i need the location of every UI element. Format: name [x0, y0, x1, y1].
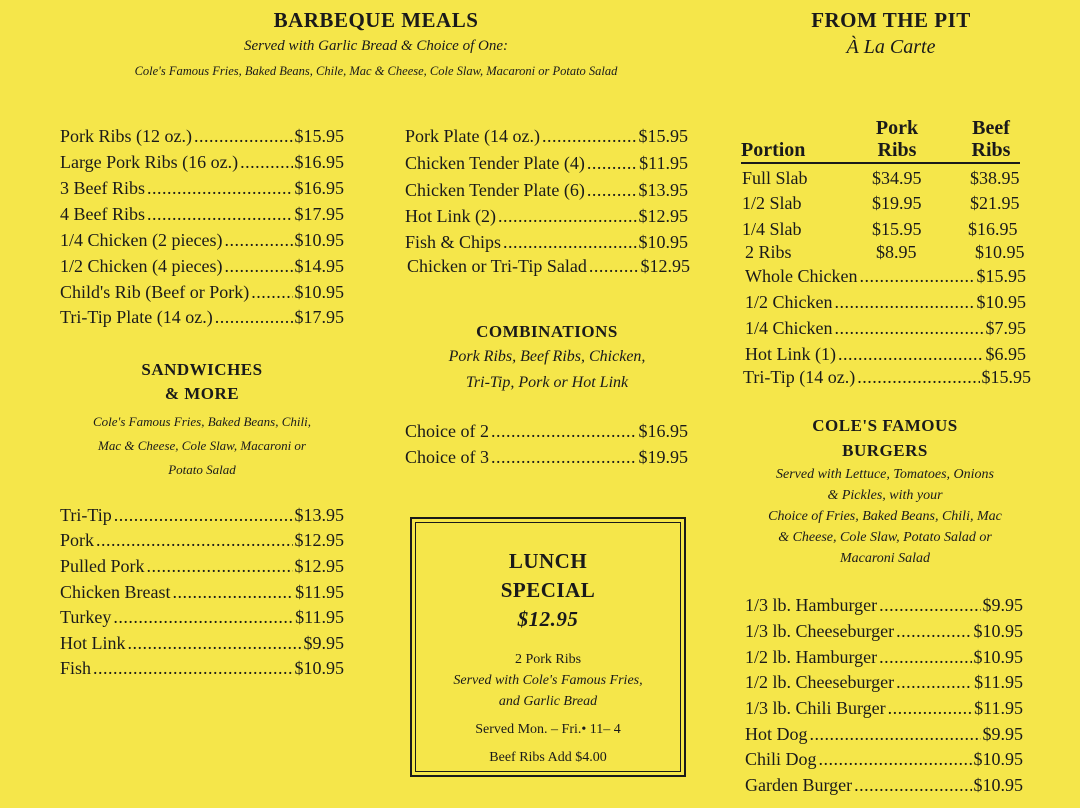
item-price: $7.95: [985, 318, 1026, 338]
item-name: Chicken Tender Plate (6): [405, 180, 585, 200]
item-price: $10.95: [294, 282, 344, 302]
item-name: 1/4 Chicken (2 pieces): [60, 230, 223, 250]
menu-item: [60, 230, 344, 251]
item-price: $10.95: [976, 292, 1026, 312]
item-price: $17.95: [294, 204, 344, 224]
ribs-pork-price: $19.95: [872, 193, 922, 213]
lunch-special-title: LUNCH: [508, 549, 588, 573]
ribs-portion: 2 Ribs: [745, 242, 792, 262]
menu-item: [405, 421, 688, 442]
menu-item: [60, 307, 344, 328]
item-price: $10.95: [638, 232, 688, 252]
item-price: $15.95: [976, 266, 1026, 286]
item-name: Turkey: [60, 607, 112, 627]
item-name: Chicken Tender Plate (4): [405, 153, 585, 173]
item-name: 1/2 Chicken (4 pieces): [60, 256, 223, 276]
ribs-header-beef: Beef: [972, 117, 1010, 139]
menu-item: [745, 292, 1026, 313]
menu-item: [743, 367, 1031, 388]
item-price: $19.95: [638, 447, 688, 467]
menu-item: [60, 505, 344, 526]
item-price: $16.95: [638, 421, 688, 441]
menu-item: [405, 126, 688, 147]
item-price: $11.95: [974, 698, 1023, 718]
menu-item: [745, 672, 1023, 693]
ribs-pork-price: $8.95: [876, 242, 917, 262]
item-price: $16.95: [294, 152, 344, 172]
lunch-special-desc-2: and Garlic Bread: [498, 694, 598, 709]
menu-item: [405, 180, 688, 201]
sandwiches-sides-2: Mac & Cheese, Cole Slaw, Macaroni or: [98, 438, 306, 453]
item-name: 1/3 lb. Hamburger: [745, 595, 878, 615]
item-name: Pork: [60, 530, 95, 550]
burgers-sides-2: & Pickles, with your: [827, 488, 943, 503]
burgers-sides-1: Served with Lettuce, Tomatoes, Onions: [775, 467, 995, 482]
menu-item: [60, 556, 344, 577]
item-name: 1/3 lb. Cheeseburger: [745, 621, 895, 641]
menu-item: [60, 126, 344, 147]
item-price: $11.95: [639, 153, 688, 173]
item-price: $12.95: [638, 206, 688, 226]
ribs-pork-price: $34.95: [872, 168, 922, 188]
combinations-sub-1: Pork Ribs, Beef Ribs, Chicken,: [448, 348, 646, 365]
item-name: Pork Plate (14 oz.): [405, 126, 540, 146]
item-price: $6.95: [985, 344, 1026, 364]
lunch-special-price: $12.95: [517, 607, 579, 631]
ribs-header-underline: [741, 162, 1020, 164]
lunch-special-title-2: SPECIAL: [500, 578, 596, 602]
item-price: $10.95: [294, 658, 344, 678]
burgers-title-2: BURGERS: [842, 441, 928, 460]
item-name: Pulled Pork: [60, 556, 145, 576]
menu-item: [405, 153, 688, 174]
ribs-portion: 1/2 Slab: [742, 193, 802, 213]
menu-item: [405, 447, 688, 468]
item-name: Tri-Tip: [60, 505, 112, 525]
item-price: $9.95: [982, 724, 1023, 744]
menu-item: [745, 647, 1023, 668]
item-price: $14.95: [294, 256, 344, 276]
pit-subtitle: À La Carte: [846, 36, 936, 58]
menu-item: [405, 206, 688, 227]
menu-item: [60, 582, 344, 603]
item-name: 1/2 lb. Hamburger: [745, 647, 878, 667]
item-name: Fish & Chips: [405, 232, 502, 252]
lunch-special-addon: Beef Ribs Add $4.00: [489, 750, 607, 765]
menu-item: [745, 749, 1023, 770]
item-name: 1/2 lb. Cheeseburger: [745, 672, 895, 692]
menu-item: [745, 595, 1023, 616]
item-name: Large Pork Ribs (16 oz.): [60, 152, 239, 172]
item-price: $10.95: [973, 749, 1023, 769]
item-name: Whole Chicken: [745, 266, 858, 286]
menu-item: [745, 775, 1023, 796]
menu-item: [745, 266, 1026, 287]
burgers-sides-5: Macaroni Salad: [839, 551, 931, 566]
menu-item: [60, 530, 344, 551]
menu-item: [60, 204, 344, 225]
menu-item: [60, 658, 344, 679]
menu-item: [60, 152, 344, 173]
menu-item: [60, 607, 344, 628]
item-price: $9.95: [303, 633, 344, 653]
menu-item: [60, 256, 344, 277]
item-name: Pork Ribs (12 oz.): [60, 126, 192, 146]
item-name: Chicken Breast: [60, 582, 171, 602]
menu-item: [60, 178, 344, 199]
item-price: $9.95: [982, 595, 1023, 615]
item-price: $10.95: [973, 775, 1023, 795]
lunch-special-hours: Served Mon. – Fri.• 11– 4: [475, 722, 621, 737]
item-price: $13.95: [294, 505, 344, 525]
item-price: $10.95: [973, 621, 1023, 641]
sandwiches-title-2: & MORE: [164, 384, 240, 403]
lunch-special-desc-1: Served with Cole's Famous Fries,: [453, 673, 643, 688]
ribs-beef-price: $38.95: [970, 168, 1020, 188]
combinations-title: COMBINATIONS: [476, 322, 618, 341]
item-price: $10.95: [294, 230, 344, 250]
item-price: $12.95: [294, 530, 344, 550]
item-name: Garden Burger: [745, 775, 853, 795]
item-name: 1/2 Chicken: [745, 292, 833, 312]
ribs-portion: 1/4 Slab: [742, 219, 802, 239]
burgers-sides-3: Choice of Fries, Baked Beans, Chili, Mac: [768, 509, 1002, 524]
item-price: $17.95: [294, 307, 344, 327]
lunch-special-item: 2 Pork Ribs: [514, 652, 582, 667]
item-price: $15.95: [981, 367, 1031, 387]
bbq-title: BARBEQUE MEALS: [273, 8, 479, 32]
sandwiches-sides-1: Cole's Famous Fries, Baked Beans, Chili,: [93, 414, 311, 429]
item-name: Hot Link (2): [405, 206, 496, 226]
menu-item: [745, 344, 1026, 365]
sandwiches-title: SANDWICHES: [141, 360, 263, 379]
item-name: 1/3 lb. Chili Burger: [745, 698, 886, 718]
menu-item: [405, 232, 688, 253]
menu-item: [60, 633, 344, 654]
item-name: Hot Link: [60, 633, 126, 653]
ribs-beef-price: $10.95: [975, 242, 1025, 262]
item-price: $11.95: [295, 607, 344, 627]
burgers-sides-4: & Cheese, Cole Slaw, Potato Salad or: [778, 530, 992, 545]
menu-item: [745, 318, 1026, 339]
item-price: $16.95: [294, 178, 344, 198]
item-price: $12.95: [640, 256, 690, 276]
ribs-beef-price: $16.95: [968, 219, 1018, 239]
item-price: $12.95: [294, 556, 344, 576]
item-name: Hot Link (1): [745, 344, 836, 364]
item-name: Tri-Tip (14 oz.): [743, 367, 856, 387]
item-price: $15.95: [294, 126, 344, 146]
ribs-header-pork: Pork: [875, 117, 919, 139]
bbq-sides: Cole's Famous Fries, Baked Beans, Chile, Mac & Cheese, Cole Slaw, Macaroni or Potato Salad: [134, 64, 618, 78]
item-price: $15.95: [638, 126, 688, 146]
ribs-header-portion: Portion: [741, 139, 806, 161]
item-price: $11.95: [974, 672, 1023, 692]
item-name: Child's Rib (Beef or Pork): [60, 282, 250, 302]
menu-item: [60, 282, 344, 303]
menu-item: [745, 698, 1023, 719]
item-name: Tri-Tip Plate (14 oz.): [60, 307, 213, 327]
item-price: $13.95: [638, 180, 688, 200]
bbq-subtitle: Served with Garlic Bread & Choice of One:: [244, 38, 508, 54]
item-name: 4 Beef Ribs: [60, 204, 145, 224]
item-price: $11.95: [295, 582, 344, 602]
ribs-header-beef-2: Ribs: [971, 139, 1011, 161]
menu-item: [745, 621, 1023, 642]
item-name: Fish: [60, 658, 92, 678]
combinations-sub-2: Tri-Tip, Pork or Hot Link: [465, 374, 629, 391]
ribs-beef-price: $21.95: [970, 193, 1020, 213]
item-name: Choice of 3: [405, 447, 489, 467]
item-price: $10.95: [973, 647, 1023, 667]
ribs-header-pork-2: Ribs: [877, 139, 917, 161]
ribs-pork-price: $15.95: [872, 219, 922, 239]
item-name: Chicken or Tri-Tip Salad: [407, 256, 587, 276]
pit-title: FROM THE PIT: [811, 8, 971, 32]
item-name: Choice of 2: [405, 421, 489, 441]
item-name: 1/4 Chicken: [745, 318, 833, 338]
item-name: 3 Beef Ribs: [60, 178, 145, 198]
burgers-title: COLE'S FAMOUS: [812, 416, 958, 435]
ribs-portion: Full Slab: [742, 168, 808, 188]
item-name: Hot Dog: [745, 724, 808, 744]
menu-item: [407, 256, 690, 277]
menu-item: [745, 724, 1023, 745]
sandwiches-sides-3: Potato Salad: [168, 462, 236, 477]
item-name: Chili Dog: [745, 749, 817, 769]
